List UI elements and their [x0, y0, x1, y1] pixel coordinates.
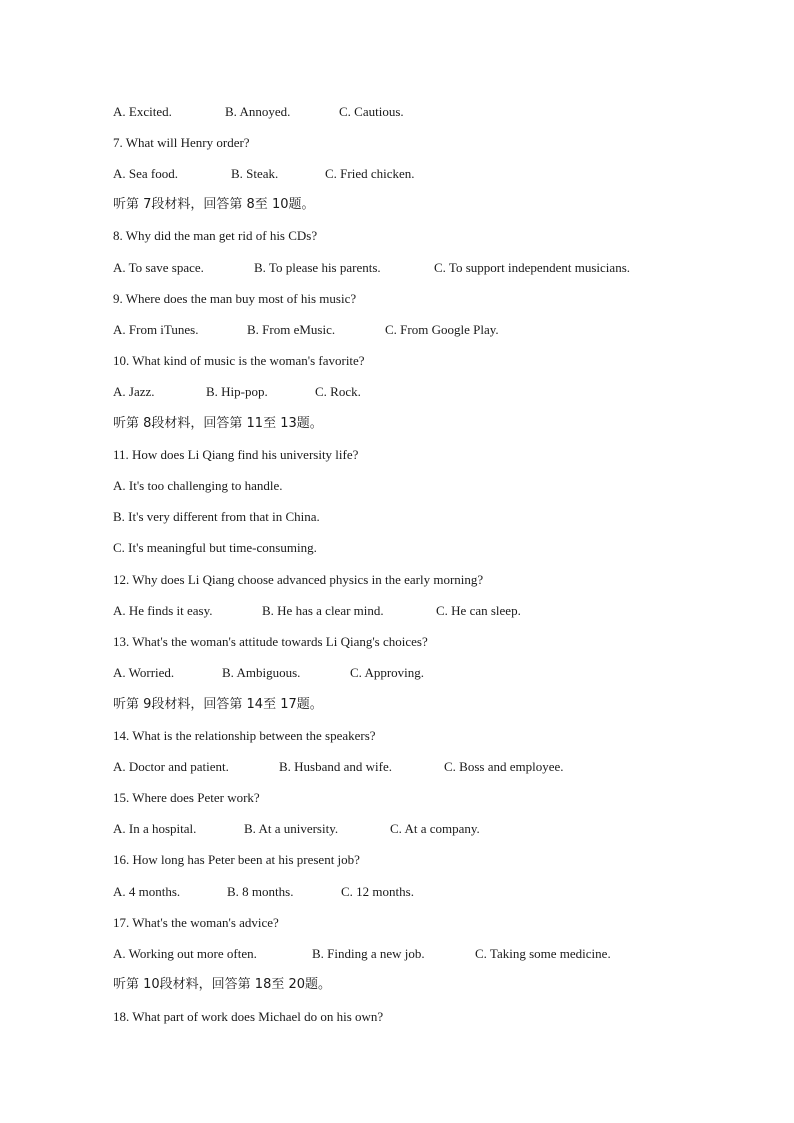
question-7: 7. What will Henry order? — [113, 135, 250, 150]
question-11: 11. How does Li Qiang find his university life? — [113, 447, 359, 462]
option-c: C. Fried chicken. — [325, 166, 415, 181]
question-14: 14. What is the relationship between the speakers? — [113, 728, 376, 743]
question-12: 12. Why does Li Qiang choose advanced physics in the early morning? — [113, 572, 484, 587]
option-b: B. He has a clear mind. — [262, 603, 384, 618]
section-heading: 听第 8段材料，回答第 11至 13题。 — [113, 416, 323, 431]
option-b: B. To please his parents. — [254, 260, 381, 275]
option-c: C. Cautious. — [339, 104, 404, 119]
option-c: C. Boss and employee. — [444, 759, 564, 774]
question-15: 15. Where does Peter work? — [113, 790, 260, 805]
question-17: 17. What's the woman's advice? — [113, 915, 279, 930]
option-b: B. Hip-pop. — [206, 384, 268, 399]
option-c: C. To support independent musicians. — [434, 260, 630, 275]
option-c: C. Taking some medicine. — [475, 946, 611, 961]
option-a: A. 4 months. — [113, 884, 181, 899]
option-b: B. Finding a new job. — [312, 946, 425, 961]
section-heading: 听第 7段材料，回答第 8至 10题。 — [113, 197, 315, 212]
option-c: C. Approving. — [350, 665, 425, 680]
option-b: B. 8 months. — [227, 884, 294, 899]
option-b: B. It's very different from that in China. — [113, 509, 320, 524]
option-c: C. It's meaningful but time-consuming. — [113, 540, 317, 555]
option-c: C. At a company. — [390, 821, 480, 836]
question-13: 13. What's the woman's attitude towards Li Qiang's choices? — [113, 634, 428, 649]
option-c: C. Rock. — [315, 384, 361, 399]
option-b: B. Husband and wife. — [279, 759, 393, 774]
option-b: B. Annoyed. — [225, 104, 291, 119]
option-a: A. Worried. — [113, 665, 175, 680]
option-a: A. Sea food. — [113, 166, 178, 181]
section-heading: 听第 9段材料，回答第 14至 17题。 — [113, 697, 323, 712]
option-b: B. From eMusic. — [247, 322, 336, 337]
option-c: C. 12 months. — [341, 884, 414, 899]
option-a: A. He finds it easy. — [113, 603, 213, 618]
option-a: A. In a hospital. — [113, 821, 197, 836]
option-a: A. From iTunes. — [113, 322, 199, 337]
question-8: 8. Why did the man get rid of his CDs? — [113, 228, 318, 243]
option-a: A. Jazz. — [113, 384, 155, 399]
option-a: A. To save space. — [113, 260, 204, 275]
option-c: C. He can sleep. — [436, 603, 521, 618]
question-9: 9. Where does the man buy most of his music? — [113, 291, 357, 306]
section-heading: 听第 10段材料，回答第 18至 20题。 — [113, 977, 332, 992]
question-16: 16. How long has Peter been at his present job? — [113, 852, 360, 867]
option-b: B. Ambiguous. — [222, 665, 301, 680]
option-b: B. Steak. — [231, 166, 279, 181]
option-a: A. Working out more often. — [113, 946, 257, 961]
question-10: 10. What kind of music is the woman's favorite? — [113, 353, 365, 368]
option-c: C. From Google Play. — [385, 322, 499, 337]
option-a: A. Doctor and patient. — [113, 759, 229, 774]
option-a: A. Excited. — [113, 104, 172, 119]
question-18: 18. What part of work does Michael do on his own? — [113, 1009, 384, 1024]
option-a: A. It's too challenging to handle. — [113, 478, 283, 493]
option-b: B. At a university. — [244, 821, 339, 836]
